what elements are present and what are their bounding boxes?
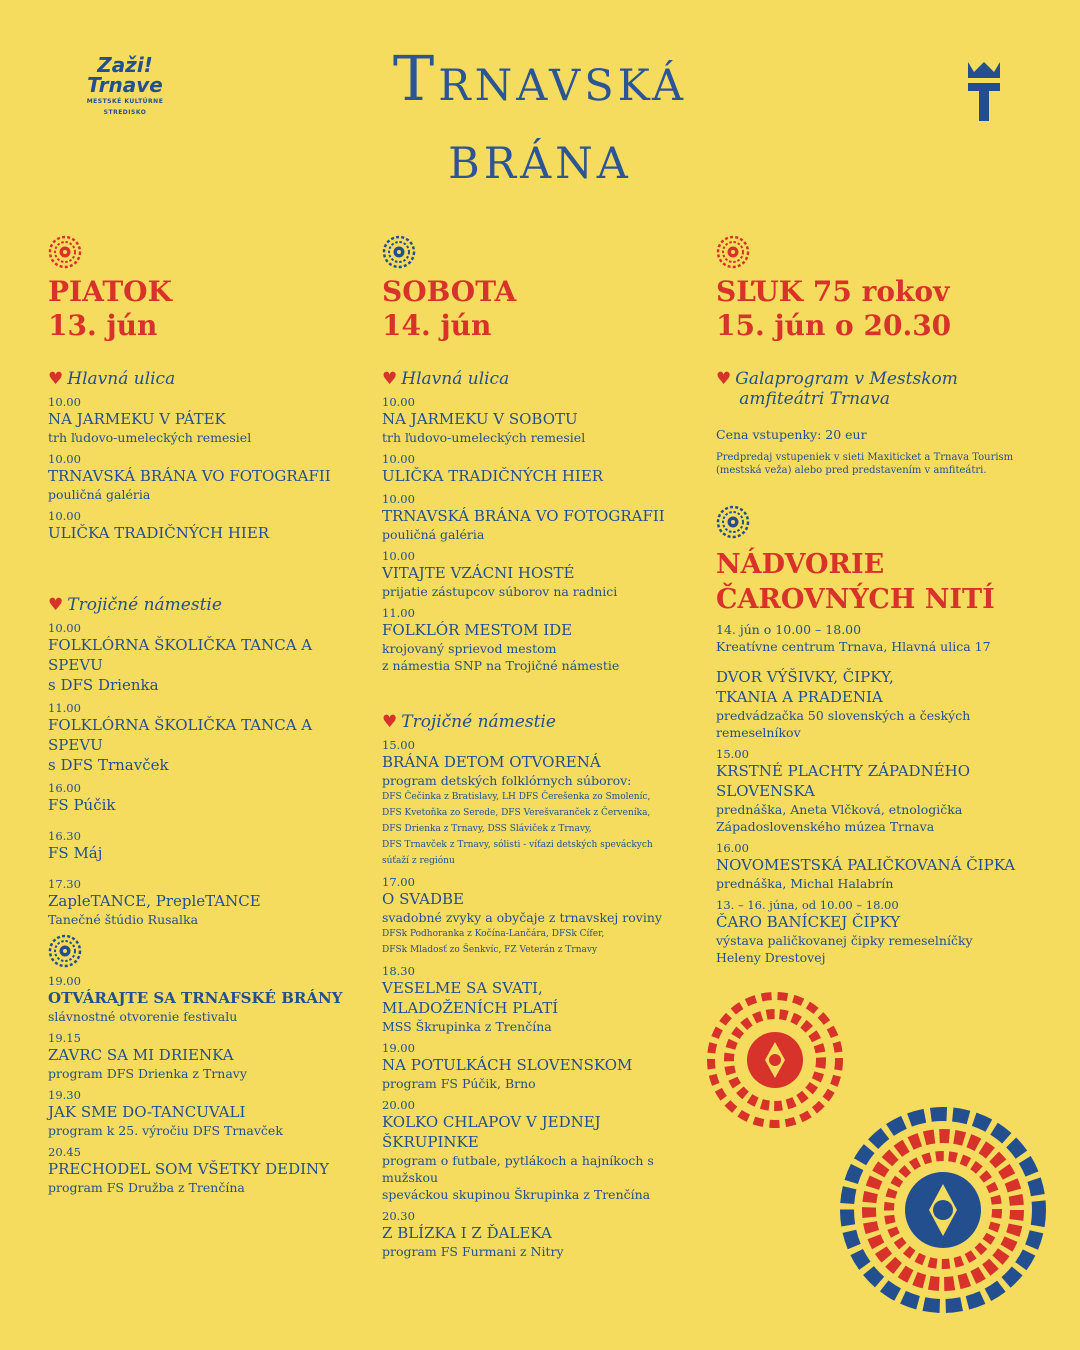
event-title: PRECHODEL SOM VŠETKY DEDINY — [48, 1160, 330, 1178]
saturday-column — [382, 235, 702, 1260]
event-title: OTVÁRAJTE SA TRNAFSKÉ BRÁNY — [48, 989, 343, 1007]
event-time: 15.00 — [716, 747, 749, 761]
event-title: KOLKO CHLAPOV V JEDNEJ ŠKRUPINKE — [382, 1113, 601, 1151]
event-title: s DFS Drienka — [48, 676, 159, 694]
event-desc: speváckou skupinou Škrupinka z Trenčína — [382, 1187, 651, 1202]
heart-icon: ♥ — [48, 369, 64, 389]
logo-line4: STREDISKO — [103, 109, 147, 116]
event-title: ZapleTANCE, PrepleTANCE — [48, 892, 261, 910]
event-title: VESELME SA SVATI, — [382, 979, 543, 997]
event-title: NA JARMEKU V SOBOTU — [382, 410, 578, 428]
event-time: 10.00 — [48, 509, 81, 523]
event-desc: MSS Škrupinka z Trenčína — [382, 1019, 552, 1034]
performer-line: DFS Drienka z Trnavy, DSS Sláviček z Trnavy, — [382, 824, 592, 834]
event-time: 15.00 — [382, 738, 415, 752]
saturday-day: SOBOTA — [382, 275, 517, 308]
venue-heading: ♥ Hlavná ulica — [48, 369, 176, 389]
performer-line: DFS Kvetoňka zo Serede, DFS Verešvaranček z Červeníka, — [382, 808, 651, 818]
event-desc: prednáška, Michal Halabrín — [716, 876, 894, 891]
sunday-day: SĽUK 75 rokov — [716, 275, 950, 308]
event-title: KRSTNÉ PLACHTY ZÁPADNÉHO — [716, 762, 971, 780]
crown-icon — [962, 60, 1006, 122]
heart-icon: ♥ — [716, 369, 732, 389]
event-desc: slávnostné otvorenie festivalu — [48, 1009, 238, 1024]
saturday-date: 14. jún — [382, 309, 492, 342]
performer-line: súťaží z regiónu — [382, 856, 455, 866]
logo-line3: MESTSKÉ KULTÚRNE — [86, 98, 164, 105]
event-desc: program FS Družba z Trenčína — [48, 1180, 245, 1195]
event-title: FS Púčik — [48, 796, 116, 814]
sunday-column — [716, 235, 1046, 966]
logo-line2: Trnave — [87, 73, 163, 97]
venue-heading: ♥ Hlavná ulica — [382, 369, 510, 389]
event-desc: trh ľudovo-umeleckých remesiel — [382, 430, 586, 445]
price: Cena vstupenky: 20 eur — [716, 427, 867, 442]
event-title: Z BLÍZKA I Z ĎALEKA — [382, 1224, 552, 1242]
event-desc: krojovaný sprievod mestom — [382, 641, 557, 656]
event-time: 20.45 — [48, 1145, 81, 1159]
event-desc: trh ľudovo-umeleckých remesiel — [48, 430, 252, 445]
event-desc: program detských folklórnych súborov: — [382, 773, 632, 788]
event-title: ULIČKA TRADIČNÝCH HIER — [48, 524, 270, 542]
event-title: ČARO BANÍCKEJ ČIPKY — [716, 913, 901, 931]
event-desc: prijatie zástupcov súborov na radnici — [382, 584, 618, 599]
event-desc: prednáška, Aneta Vlčková, etnologička — [716, 802, 963, 817]
event-title: NA JARMEKU V PÁTEK — [48, 410, 226, 428]
event-title: ULIČKA TRADIČNÝCH HIER — [382, 467, 604, 485]
presale-note: Predpredaj vstupeniek v sieti Maxiticket a Trnava Tourism — [716, 452, 1014, 463]
friday-column — [48, 235, 368, 1196]
event-time: 20.00 — [382, 1098, 415, 1112]
red-flower-ornament-icon — [705, 990, 845, 1130]
event-time: 19.30 — [48, 1088, 81, 1102]
event-title: DVOR VÝŠIVKY, ČIPKY, — [716, 668, 894, 686]
logo — [70, 55, 180, 117]
blue-rosette-icon — [48, 934, 82, 968]
event-title: SLOVENSKA — [716, 782, 815, 800]
performer-line: DFSk Mladosť zo Šenkvíc, FZ Veterán z Trnavy — [382, 945, 598, 955]
event-time: 11.00 — [48, 701, 81, 715]
red-rosette-icon — [48, 235, 82, 269]
event-time: 10.00 — [382, 395, 415, 409]
event-desc: Západoslovenského múzea Trnava — [716, 819, 935, 834]
event-title: ZAVRC SA MI DRIENKA — [48, 1046, 234, 1064]
presale-note: (mestská veža) alebo pred predstavením v amfiteátri. — [716, 465, 987, 476]
event-title: FS Máj — [48, 844, 103, 862]
event-desc: program o futbale, pytlákoch a hajníkoch s mužskou — [382, 1153, 654, 1185]
event-title: NOVOMESTSKÁ PALIČKOVANÁ ČIPKA — [716, 856, 1016, 874]
red-rosette-icon — [716, 235, 750, 269]
friday-day: PIATOK — [48, 275, 172, 308]
event-time: 20.30 — [382, 1209, 415, 1223]
heart-icon: ♥ — [382, 369, 398, 389]
event-time: 10.00 — [382, 549, 415, 563]
event-time: 17.30 — [48, 877, 81, 891]
event-desc: program DFS Drienka z Trnavy — [48, 1066, 247, 1081]
blue-rosette-icon — [716, 505, 750, 539]
event-title: FOLKLÓR MESTOM IDE — [382, 621, 573, 639]
event-desc: pouličná galéria — [48, 487, 151, 502]
event-time: 10.00 — [48, 621, 81, 635]
event-time: 10.00 — [382, 452, 415, 466]
performer-line: DFS Trnavček z Trnavy, sólisti - víťazi detských speváckych — [382, 840, 653, 850]
section-heading: NÁDVORIE — [716, 549, 885, 580]
event-time: 19.00 — [48, 974, 81, 988]
event-time: 16.00 — [48, 781, 81, 795]
blue-flower-ornament-icon — [838, 1105, 1048, 1315]
event-title: TRNAVSKÁ BRÁNA VO FOTOGRAFII — [382, 507, 665, 525]
event-time: 10.00 — [48, 452, 81, 466]
event-title: s DFS Trnavček — [48, 756, 169, 774]
event-time: 13. – 16. júna, od 10.00 – 18.00 — [716, 898, 899, 912]
event-desc: program FS Furmani z Nitry — [382, 1244, 564, 1259]
section-heading: ČAROVNÝCH NITÍ — [716, 584, 995, 615]
event-title: BRÁNA DETOM OTVORENÁ — [382, 753, 601, 771]
performer-line: DFSk Podhoranka z Kočína-Lančára, DFSk Cífer, — [382, 929, 605, 939]
event-desc: výstava paličkovanej čipky remeselníčky — [716, 933, 973, 948]
page-title — [240, 40, 840, 196]
event-desc: svadobné zvyky a obyčaje z trnavskej roviny — [382, 910, 662, 925]
event-desc: z námestia SNP na Trojičné námestie — [382, 658, 620, 673]
event-desc: Tanečné štúdio Rusalka — [48, 912, 199, 927]
event-time: 16.00 — [716, 841, 749, 855]
title-line2: brána — [448, 120, 632, 193]
event-time: 17.00 — [382, 875, 415, 889]
logo-line1: Zaži! — [97, 53, 153, 77]
event-time: 18.30 — [382, 964, 415, 978]
venue-heading: ♥ Galaprogram v Mestskom amfiteátri Trnava — [716, 369, 958, 409]
event-title: NA POTULKÁCH SLOVENSKOM — [382, 1056, 633, 1074]
heart-icon: ♥ — [48, 595, 64, 615]
event-time: 10.00 — [382, 492, 415, 506]
event-desc: program k 25. výročiu DFS Trnavček — [48, 1123, 283, 1138]
event-desc: predvádzačka 50 slovenských a českých remeselníkov — [716, 708, 971, 740]
sunday-date: 15. jún o 20.30 — [716, 309, 952, 342]
event-title: FOLKLÓRNA ŠKOLIČKA TANCA A SPEVU — [48, 716, 313, 754]
event-time: 16.30 — [48, 829, 81, 843]
event-time: 10.00 — [48, 395, 81, 409]
event-title: JAK SME DO-TANCUVALI — [48, 1103, 246, 1121]
performer-line: DFS Čečinka z Bratislavy, LH DFS Čerešenka zo Smoleníc, — [382, 792, 651, 802]
heart-icon: ♥ — [382, 712, 398, 732]
venue-heading: ♥ Trojičné námestie — [48, 595, 222, 615]
title-line1: Trnavská — [392, 42, 688, 115]
event-title: TKANIA A PRADENIA — [716, 688, 883, 706]
event-desc: Heleny Drestovej — [716, 950, 826, 965]
event-desc: pouličná galéria — [382, 527, 485, 542]
event-title: VITAJTE VZÁCNI HOSTÉ — [382, 564, 575, 582]
event-desc: program FS Púčik, Brno — [382, 1076, 536, 1091]
event-location: Kreatívne centrum Trnava, Hlavná ulica 17 — [716, 639, 991, 654]
event-title: TRNAVSKÁ BRÁNA VO FOTOGRAFII — [48, 467, 331, 485]
event-title: O SVADBE — [382, 890, 464, 908]
event-time: 14. jún o 10.00 – 18.00 — [716, 622, 862, 637]
blue-rosette-icon — [382, 235, 416, 269]
event-time: 11.00 — [382, 606, 415, 620]
event-time: 19.15 — [48, 1031, 81, 1045]
event-title: MLADOŽENÍCH PLATÍ — [382, 999, 559, 1017]
friday-date: 13. jún — [48, 309, 158, 342]
event-time: 19.00 — [382, 1041, 415, 1055]
event-title: FOLKLÓRNA ŠKOLIČKA TANCA A SPEVU — [48, 636, 313, 674]
venue-heading: ♥ Trojičné námestie — [382, 712, 556, 732]
